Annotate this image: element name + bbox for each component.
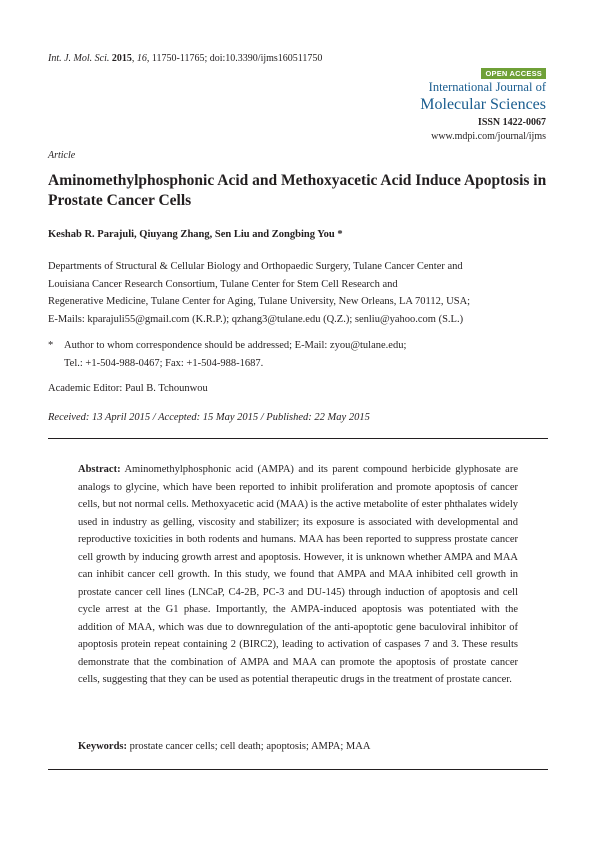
keywords-label: Keywords: xyxy=(78,741,127,752)
correspondence-line: Author to whom correspondence should be addressed; E-Mail: zyou@tulane.edu; xyxy=(64,340,407,351)
journal-name-line1: International Journal of xyxy=(428,80,546,94)
article-type: Article xyxy=(48,150,76,161)
keywords-text: prostate cancer cells; cell death; apoptosis; AMPA; MAA xyxy=(129,741,371,752)
abstract-label: Abstract: xyxy=(78,464,121,475)
abstract-text: Aminomethylphosphonic acid (AMPA) and its parent compound herbicide glyphosate are analogs to glycine, which have been reported to inhibit proliferation and promote apoptosis of cancer cells, but not normal cells. Methoxyacetic acid (MAA) is the active metabolite of ester phthalates widely used in industry as gelling, viscosity and stabilizer; its exposure is associated with developmental and reproductive toxicities in both rodents and humans. MAA has been reported to suppress prostate cancer cell growth by inducing growth arrest and apoptosis. However, it is unknown whether AMPA and MAA can inhibit cancer cell growth. In this study, we found that AMPA and MAA inhibited cell growth in prostate cancer cell lines (LNCaP, C4-2B, PC-3 and DU-145) through induction of apoptosis and cell cycle arrest at the G1 phase. Importantly, the AMPA-induced apoptosis was potentiated with the addition of MAA, which was due to downregulation of the anti-apoptotic gene baculoviral inhibitor of apoptosis protein repeat containing 2 (BIRC2), leading to activation of caspases 7 and 3. These results demonstrate that the combination of AMPA and MAA can promote the apoptosis of prostate cancer cells, suggesting that they can be used as potential therapeutic drugs in the treatment of prostate cancer. xyxy=(78,464,518,685)
affiliation-line: Departments of Structural & Cellular Biology and Orthopaedic Surgery, Tulane Cancer Center and xyxy=(48,261,463,272)
journal-name-line2: Molecular Sciences xyxy=(420,96,546,113)
abstract-top-rule xyxy=(48,438,548,439)
abstract-bottom-rule xyxy=(48,769,548,770)
author-list: Keshab R. Parajuli, Qiuyang Zhang, Sen Liu and Zongbing You * xyxy=(48,229,343,240)
article-title: Aminomethylphosphonic Acid and Methoxyacetic Acid Induce Apoptosis in Prostate Cancer Cells xyxy=(48,172,547,209)
citation-year: 2015 xyxy=(111,53,132,64)
open-access-badge: OPEN ACCESS xyxy=(481,68,546,79)
issn: ISSN 1422-0067 xyxy=(477,117,546,128)
citation-line: Int. J. Mol. Sci. 2015, 16, 11750-11765; doi:10.3390/ijms160511750 xyxy=(48,53,323,64)
citation-journal: Int. J. Mol. Sci. xyxy=(48,53,110,64)
journal-url[interactable]: www.mdpi.com/journal/ijms xyxy=(431,131,546,142)
affiliation-line: Louisiana Cancer Research Consortium, Tulane Center for Stem Cell Research and xyxy=(48,278,398,290)
academic-editor: Academic Editor: Paul B. Tchounwou xyxy=(48,383,208,394)
citation-pages-doi: , 11750-11765; doi:10.3390/ijms160511750 xyxy=(146,53,323,64)
citation-volume: 16 xyxy=(136,53,147,64)
publication-dates: Received: 13 April 2015 / Accepted: 15 May 2015 / Published: 22 May 2015 xyxy=(48,412,370,423)
affiliation-line: E-Mails: kparajuli55@gmail.com (K.R.P.); qzhang3@tulane.edu (Q.Z.); senliu@yahoo.com (S.L.) xyxy=(48,313,464,325)
affiliations xyxy=(48,258,548,328)
correspondence-line: Tel.: +1-504-988-0467; Fax: +1-504-988-1687. xyxy=(64,357,264,369)
affiliation-line: Regenerative Medicine, Tulane Center for Aging, Tulane University, New Orleans, LA 70112, USA; xyxy=(48,296,471,307)
correspondence-star: * xyxy=(48,340,54,351)
abstract xyxy=(78,461,518,689)
keywords xyxy=(78,741,518,752)
